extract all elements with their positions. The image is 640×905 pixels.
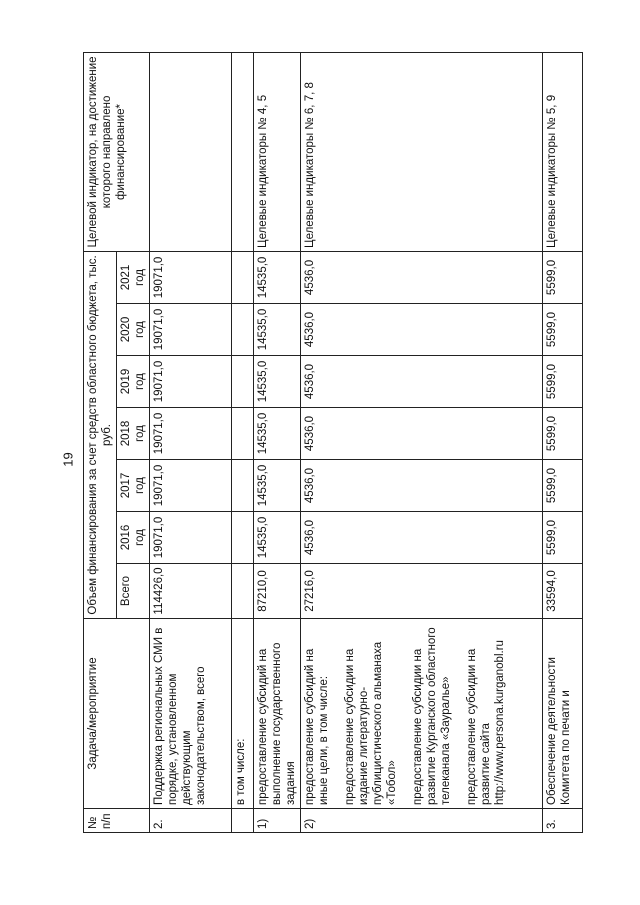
header-year: 2018 год [117,408,150,460]
row-total: 87210,0 [254,564,301,619]
table-row [232,52,254,832]
row-year-value: 5599,0 [543,251,583,303]
row-year-value: 4536,0 [301,460,543,512]
row-task-line: предоставление субсидии на издание литературно-публицистического альманаха «Тобол» [344,641,399,805]
row-total: 27216,0 [301,564,543,619]
row-task: в том числе: [232,619,254,809]
header-year: 2019 год [117,356,150,408]
row-year-value: 4536,0 [301,251,543,303]
row-target: Целевые индикаторы № 5, 9 [543,52,583,251]
rotated-table-container [83,53,635,833]
row-target: Целевые индикаторы № 4, 5 [254,52,301,251]
header-total: Всего [117,564,150,619]
row-year-value: 19071,0 [150,512,232,564]
row-task-line: предоставление субсидий на иные цели, в том числе: [304,648,331,805]
row-year-value: 4536,0 [301,356,543,408]
row-year-value: 19071,0 [150,251,232,303]
row-year-value: 5599,0 [543,356,583,408]
row-year-value: 14535,0 [254,408,301,460]
header-year: 2020 год [117,304,150,356]
funding-table [83,52,583,833]
row-target [150,52,232,251]
row-year-value: 5599,0 [543,408,583,460]
row-year-value: 5599,0 [543,512,583,564]
row-year-value: 4536,0 [301,304,543,356]
header-funding: Объем финансирования за счет средств областного бюджета, тыс. руб. [84,251,117,618]
row-year-value: 14535,0 [254,512,301,564]
row-year-value: 4536,0 [301,512,543,564]
row-year-value: 14535,0 [254,251,301,303]
row-year-value: 4536,0 [301,408,543,460]
row-task: Поддержка региональных СМИ в порядке, установленном действующим законодательством, всего [150,619,232,809]
header-target: Целевой индикатор, на достижение которого направлено финансирование* [84,52,150,251]
header-num: № п/п [84,809,150,833]
row-task-line: предоставление субсидии на развитие сайта http://www.persona.kurganobl.ru [466,640,507,805]
row-num [232,809,254,833]
row-year-value: 14535,0 [254,304,301,356]
row-num: 3. [543,809,583,833]
table-row [150,52,232,832]
table-row [254,52,301,832]
row-year-value: 14535,0 [254,460,301,512]
table-row [543,52,583,832]
header-year: 2016 год [117,512,150,564]
header-year: 2021 год [117,251,150,303]
row-num: 2. [150,809,232,833]
row-task: предоставление субсидий на выполнение государственного задания [254,619,301,809]
row-year-value: 5599,0 [543,304,583,356]
row-year-value: 19071,0 [150,356,232,408]
row-year-value: 14535,0 [254,356,301,408]
row-year-value: 19071,0 [150,460,232,512]
row-total: 33594,0 [543,564,583,619]
header-task: Задача/мероприятие [84,619,150,809]
row-task [301,619,543,809]
header-year: 2017 год [117,460,150,512]
row-num: 1) [254,809,301,833]
row-task: Обеспечение деятельности Комитета по печати и [543,619,583,809]
row-year-value: 19071,0 [150,408,232,460]
page-number: 19 [60,452,76,467]
row-task-line: предоставление субсидии на развитие Курганского областного телеканала «Зауралье» [412,627,453,805]
table-row [301,52,543,832]
row-target: Целевые индикаторы № 6, 7, 8 [301,52,543,251]
row-num: 2) [301,809,543,833]
row-year-value: 19071,0 [150,304,232,356]
row-total: 114426,0 [150,564,232,619]
row-year-value: 5599,0 [543,460,583,512]
